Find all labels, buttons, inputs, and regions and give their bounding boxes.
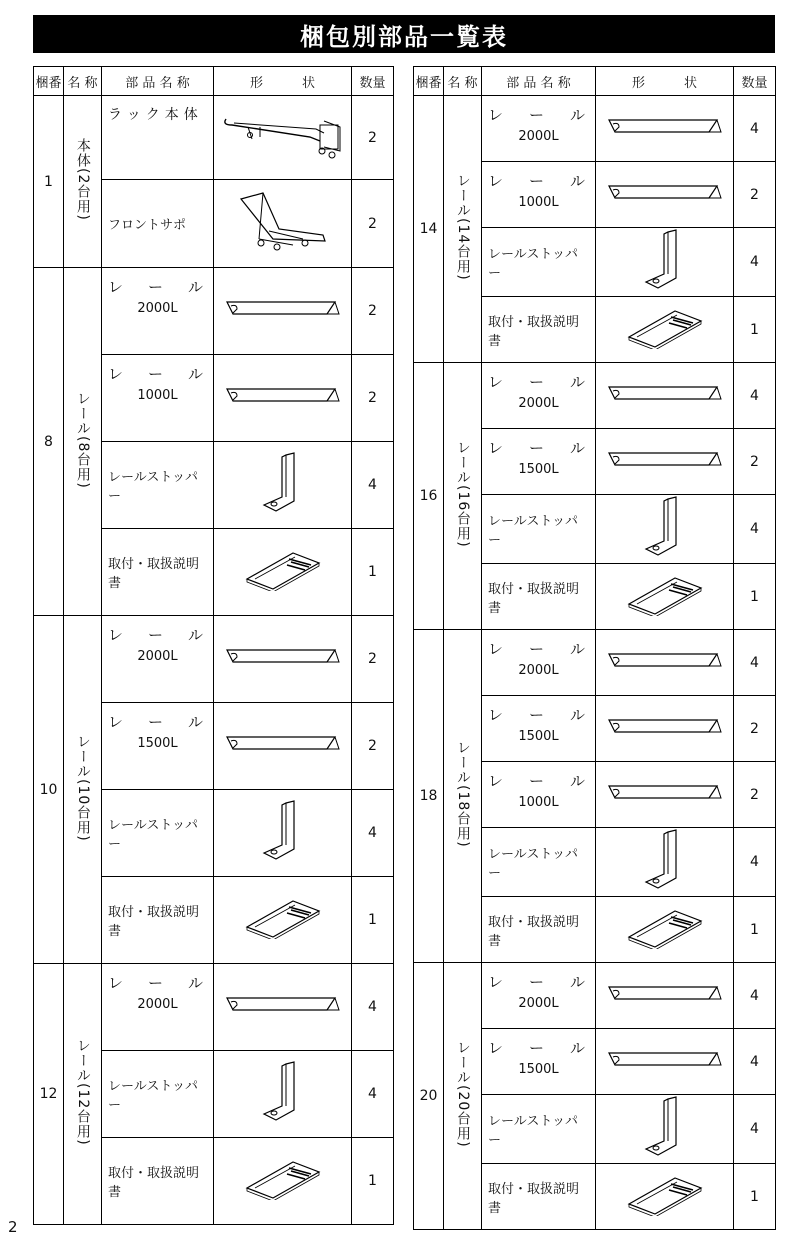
part-name: レ ー ル bbox=[488, 106, 585, 124]
part-shape-cell bbox=[596, 297, 734, 363]
part-quantity: 4 bbox=[352, 964, 394, 1051]
part-shape-cell bbox=[596, 429, 734, 495]
rail-icon bbox=[223, 742, 343, 761]
rail-icon bbox=[223, 394, 343, 413]
manual-icon bbox=[243, 924, 323, 943]
part-name: レールストッパー bbox=[488, 1114, 578, 1148]
package-number: 10 bbox=[34, 616, 64, 964]
part-name: レ ー ル bbox=[488, 439, 585, 457]
part-name-cell bbox=[482, 1095, 596, 1164]
part-shape-cell bbox=[214, 529, 352, 616]
part-name: レールストッパー bbox=[488, 514, 578, 548]
rail-icon bbox=[605, 992, 725, 1011]
part-name: レ ー ル bbox=[108, 278, 203, 296]
part-name: 取付・取扱説明書 bbox=[108, 905, 200, 939]
rail-icon bbox=[605, 191, 725, 210]
part-quantity: 4 bbox=[734, 963, 776, 1029]
part-name-cell bbox=[482, 162, 596, 228]
part-length: 2000L bbox=[137, 301, 178, 316]
part-name: 取付・取扱説明書 bbox=[108, 1166, 200, 1200]
part-quantity: 4 bbox=[734, 1029, 776, 1095]
header-part: 部 品 名 称 bbox=[482, 67, 596, 96]
part-length: 2000L bbox=[518, 396, 559, 411]
part-name-cell bbox=[482, 696, 596, 762]
part-quantity: 2 bbox=[734, 696, 776, 762]
part-length: 1500L bbox=[518, 462, 559, 477]
part-quantity: 4 bbox=[734, 96, 776, 162]
table-row bbox=[34, 268, 394, 355]
part-name-cell bbox=[482, 762, 596, 828]
part-quantity: 4 bbox=[734, 495, 776, 564]
part-name: レ ー ル bbox=[488, 373, 585, 391]
part-name-cell bbox=[482, 630, 596, 696]
part-name-cell bbox=[482, 1029, 596, 1095]
part-name-cell bbox=[482, 897, 596, 963]
table-row bbox=[414, 630, 776, 696]
parts-table-right bbox=[413, 66, 776, 1230]
part-name: レ ー ル bbox=[488, 706, 585, 724]
header-group: 名 称 bbox=[444, 67, 482, 96]
table-row bbox=[414, 363, 776, 429]
part-length: 2000L bbox=[518, 129, 559, 144]
part-name: レ ー ル bbox=[488, 172, 585, 190]
group-name: レール(16台用) bbox=[454, 440, 471, 548]
part-shape-cell bbox=[214, 442, 352, 529]
part-length: 1500L bbox=[518, 1062, 559, 1077]
part-name: レ ー ル bbox=[488, 772, 585, 790]
part-quantity: 2 bbox=[352, 703, 394, 790]
part-name-cell bbox=[482, 564, 596, 630]
header-part: 部 品 名 称 bbox=[102, 67, 214, 96]
part-name: フロントサポ bbox=[108, 218, 187, 233]
part-quantity: 1 bbox=[734, 1164, 776, 1230]
rail-icon bbox=[223, 307, 343, 326]
part-length: 1000L bbox=[518, 195, 559, 210]
part-shape-cell bbox=[596, 630, 734, 696]
part-shape-cell bbox=[214, 790, 352, 877]
part-name-cell bbox=[102, 529, 214, 616]
rail-stopper-icon bbox=[258, 500, 308, 519]
part-name-cell bbox=[102, 180, 214, 268]
part-length: 2000L bbox=[518, 663, 559, 678]
part-shape-cell bbox=[596, 897, 734, 963]
part-shape-cell bbox=[214, 1138, 352, 1225]
part-name: レ ー ル bbox=[488, 973, 585, 991]
part-quantity: 4 bbox=[352, 442, 394, 529]
part-shape-cell bbox=[214, 355, 352, 442]
part-name: 取付・取扱説明書 bbox=[488, 314, 580, 349]
part-length: 1500L bbox=[137, 736, 178, 751]
part-shape-cell bbox=[596, 96, 734, 162]
part-quantity: 4 bbox=[734, 363, 776, 429]
group-name: レール(18台用) bbox=[454, 740, 471, 848]
group-name: レール(10台用) bbox=[74, 733, 91, 842]
group-name: レール(8台用) bbox=[74, 390, 91, 489]
part-length: 1000L bbox=[518, 795, 559, 810]
part-name: レールストッパー bbox=[488, 847, 578, 881]
group-name-cell bbox=[64, 96, 102, 268]
part-name-cell bbox=[102, 1051, 214, 1138]
part-shape-cell bbox=[214, 877, 352, 964]
part-shape-cell bbox=[596, 162, 734, 228]
part-shape-cell bbox=[214, 703, 352, 790]
group-name: レール(14台用) bbox=[454, 173, 471, 281]
part-shape-cell bbox=[596, 228, 734, 297]
rail-icon bbox=[605, 125, 725, 144]
part-name: 取付・取扱説明書 bbox=[488, 581, 580, 616]
group-name-cell bbox=[64, 616, 102, 964]
part-shape-cell bbox=[214, 1051, 352, 1138]
part-shape-cell bbox=[596, 762, 734, 828]
part-shape-cell bbox=[596, 1095, 734, 1164]
part-length: 2000L bbox=[137, 997, 178, 1012]
part-name-cell bbox=[102, 96, 214, 180]
manual-icon bbox=[243, 1185, 323, 1204]
part-name-cell bbox=[482, 1164, 596, 1230]
part-length: 1000L bbox=[137, 388, 178, 403]
package-number: 20 bbox=[414, 963, 444, 1230]
part-shape-cell bbox=[214, 616, 352, 703]
part-name: レールストッパー bbox=[108, 1079, 198, 1113]
package-number: 16 bbox=[414, 363, 444, 630]
group-name: レール(12台用) bbox=[74, 1038, 91, 1146]
part-shape-cell bbox=[214, 268, 352, 355]
table-row bbox=[414, 96, 776, 162]
part-quantity: 2 bbox=[352, 355, 394, 442]
part-shape-cell bbox=[214, 964, 352, 1051]
part-name-cell bbox=[102, 442, 214, 529]
header-shape: 形 状 bbox=[214, 67, 352, 96]
manual-icon bbox=[625, 601, 705, 620]
part-name-cell bbox=[482, 228, 596, 297]
manual-icon bbox=[243, 576, 323, 595]
part-name: 取付・取扱説明書 bbox=[488, 1181, 580, 1216]
part-name-cell bbox=[482, 828, 596, 897]
page-number: 2 bbox=[8, 1218, 18, 1236]
part-shape-cell bbox=[214, 96, 352, 180]
rail-icon bbox=[605, 1058, 725, 1077]
part-shape-cell bbox=[214, 180, 352, 268]
package-number: 14 bbox=[414, 96, 444, 363]
header-no: 梱番 bbox=[34, 67, 64, 96]
part-name-cell bbox=[102, 268, 214, 355]
part-length: 2000L bbox=[518, 996, 559, 1011]
part-name-cell bbox=[102, 616, 214, 703]
part-quantity: 4 bbox=[352, 790, 394, 877]
part-quantity: 2 bbox=[352, 180, 394, 268]
group-name-cell bbox=[444, 96, 482, 363]
rail-stopper-icon bbox=[258, 1109, 308, 1128]
page-title: 梱包別部品一覧表 bbox=[33, 15, 775, 53]
table-row bbox=[414, 963, 776, 1029]
header-no: 梱番 bbox=[414, 67, 444, 96]
table-header-row bbox=[414, 67, 776, 96]
part-name-cell bbox=[482, 429, 596, 495]
part-quantity: 2 bbox=[734, 762, 776, 828]
header-shape: 形 状 bbox=[596, 67, 734, 96]
front-support-icon bbox=[233, 240, 333, 259]
header-qty: 数量 bbox=[352, 67, 394, 96]
part-name: 取付・取扱説明書 bbox=[108, 557, 200, 591]
part-name-cell bbox=[102, 1138, 214, 1225]
part-quantity: 1 bbox=[352, 529, 394, 616]
part-name: レ ー ル bbox=[108, 974, 203, 992]
group-name: レール(20台用) bbox=[454, 1040, 471, 1148]
part-name-cell bbox=[482, 495, 596, 564]
part-quantity: 1 bbox=[734, 564, 776, 630]
rail-icon bbox=[605, 659, 725, 678]
part-length: 1500L bbox=[518, 729, 559, 744]
group-name-cell bbox=[444, 963, 482, 1230]
group-name-cell bbox=[64, 964, 102, 1225]
rail-icon bbox=[223, 655, 343, 674]
part-shape-cell bbox=[596, 963, 734, 1029]
part-quantity: 2 bbox=[352, 96, 394, 180]
rail-stopper-icon bbox=[640, 877, 690, 896]
part-quantity: 4 bbox=[734, 228, 776, 297]
part-name-cell bbox=[482, 297, 596, 363]
package-number: 1 bbox=[34, 96, 64, 268]
part-name: レ ー ル bbox=[488, 1039, 585, 1057]
part-shape-cell bbox=[596, 828, 734, 897]
package-number: 12 bbox=[34, 964, 64, 1225]
manual-icon bbox=[625, 334, 705, 353]
part-shape-cell bbox=[596, 495, 734, 564]
table-row bbox=[34, 616, 394, 703]
part-name-cell bbox=[102, 790, 214, 877]
part-name: レールストッパー bbox=[488, 247, 578, 281]
part-name-cell bbox=[102, 964, 214, 1051]
part-name: レ ー ル bbox=[488, 640, 585, 658]
part-name: レ ー ル bbox=[108, 626, 203, 644]
part-name-cell bbox=[482, 363, 596, 429]
part-quantity: 1 bbox=[734, 297, 776, 363]
part-name-cell bbox=[102, 877, 214, 964]
table-row bbox=[34, 964, 394, 1051]
group-name-cell bbox=[444, 363, 482, 630]
part-name: ラック本体 bbox=[108, 107, 203, 123]
part-quantity: 2 bbox=[352, 268, 394, 355]
group-name: 本体(2台用) bbox=[74, 138, 91, 221]
part-name: レ ー ル bbox=[108, 365, 203, 383]
part-name: 取付・取扱説明書 bbox=[488, 914, 580, 949]
rail-icon bbox=[223, 1003, 343, 1022]
rack-body-icon bbox=[220, 146, 346, 165]
part-quantity: 1 bbox=[352, 1138, 394, 1225]
rail-icon bbox=[605, 791, 725, 810]
part-name: レールストッパー bbox=[108, 818, 198, 852]
part-name-cell bbox=[102, 355, 214, 442]
header-qty: 数量 bbox=[734, 67, 776, 96]
part-quantity: 2 bbox=[734, 429, 776, 495]
table-header-row bbox=[34, 67, 394, 96]
part-quantity: 4 bbox=[734, 630, 776, 696]
part-quantity: 4 bbox=[734, 828, 776, 897]
part-quantity: 2 bbox=[734, 162, 776, 228]
group-name-cell bbox=[64, 268, 102, 616]
part-quantity: 1 bbox=[352, 877, 394, 964]
table-row bbox=[34, 96, 394, 180]
manual-icon bbox=[625, 1201, 705, 1220]
part-quantity: 4 bbox=[352, 1051, 394, 1138]
rail-stopper-icon bbox=[258, 848, 308, 867]
group-name-cell bbox=[444, 630, 482, 963]
parts-table-left bbox=[33, 66, 394, 1225]
part-shape-cell bbox=[596, 564, 734, 630]
part-name-cell bbox=[482, 96, 596, 162]
part-length: 2000L bbox=[137, 649, 178, 664]
rail-icon bbox=[605, 392, 725, 411]
part-quantity: 1 bbox=[734, 897, 776, 963]
rail-stopper-icon bbox=[640, 1144, 690, 1163]
package-number: 18 bbox=[414, 630, 444, 963]
manual-icon bbox=[625, 934, 705, 953]
header-group: 名 称 bbox=[64, 67, 102, 96]
part-name-cell bbox=[102, 703, 214, 790]
part-shape-cell bbox=[596, 1029, 734, 1095]
part-name: レールストッパー bbox=[108, 470, 198, 504]
part-name-cell bbox=[482, 963, 596, 1029]
part-quantity: 2 bbox=[352, 616, 394, 703]
part-name: レ ー ル bbox=[108, 713, 203, 731]
part-shape-cell bbox=[596, 1164, 734, 1230]
part-quantity: 4 bbox=[734, 1095, 776, 1164]
package-number: 8 bbox=[34, 268, 64, 616]
part-shape-cell bbox=[596, 696, 734, 762]
part-shape-cell bbox=[596, 363, 734, 429]
rail-icon bbox=[605, 725, 725, 744]
rail-stopper-icon bbox=[640, 544, 690, 563]
rail-icon bbox=[605, 458, 725, 477]
rail-stopper-icon bbox=[640, 277, 690, 296]
